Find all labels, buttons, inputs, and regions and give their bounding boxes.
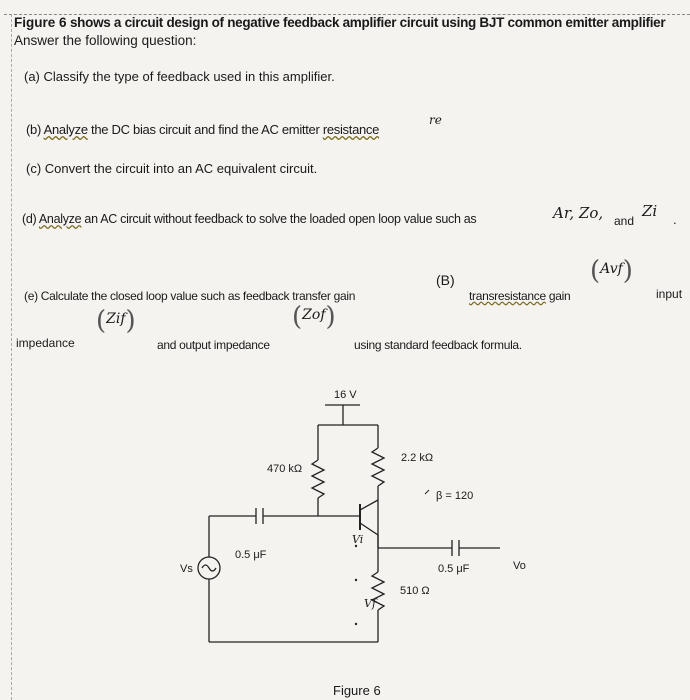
c-out-label: 0.5 μF [438,563,470,575]
rb-label: 470 kΩ [267,463,303,475]
question-e-input: input [656,287,683,301]
vf-label: Vf [364,597,377,610]
question-b-analyze: Analyze [43,122,88,137]
symbol-beta-b: (B) [436,272,455,288]
symbol-zof-text: Zof [302,307,326,323]
question-e-impedance: impedance [16,336,75,350]
beta-label: β = 120 [436,490,474,502]
symbol-zof: ($^{Zof}$) [292,302,336,332]
question-b-label: (b) [26,122,44,137]
symbol-zif: ($^{Zif}$) [96,306,136,336]
question-d-label: (d) [22,212,39,226]
vo-label: Vo [513,560,526,572]
transresistance-gain: gain [545,289,571,303]
vi-label: Vi [352,533,364,546]
vcc-label: 16 V [334,389,357,401]
beta-pointer [425,490,429,494]
question-e-output: and output impedance [157,338,270,352]
symbols-ar-zo: Ar, Zo, [553,204,604,222]
question-c: (c) Convert the circuit into an AC equivalent circuit. [26,161,318,176]
bjt-collector [360,500,378,510]
re-label: 510 Ω [400,585,430,597]
figure-caption: Figure 6 [333,683,381,698]
vs-label: Vs [180,563,193,575]
transresistance-word: transresistance [469,289,546,303]
question-b-resistance: resistance [322,122,380,137]
question-d-text: an AC circuit without feedback to solve the loaded open loop value such as [81,212,477,226]
heading-text: shows a circuit design of negative feedback amplifier circuit using BJT common emitter amplifier [66,15,666,30]
symbol-zi: Zi [642,202,658,220]
question-e-line1: (e) Calculate the closed loop value such as feedback transfer gain [24,289,356,303]
question-d-and: and [614,214,635,228]
rb-resistor [312,460,324,498]
vf-minus-dot [355,623,357,625]
question-a: (a) Classify the type of feedback used in this amplifier. [24,69,335,84]
question-d-end: . [673,212,677,227]
rc-resistor [372,448,384,486]
symbol-zif-text: Zif [106,311,126,327]
heading-line-2: Answer the following question: [14,33,197,48]
question-b-text: the DC bias circuit and find the AC emitter [87,122,323,137]
vf-plus-dot [355,579,357,581]
sine-icon [202,565,216,571]
question-e-formula: using standard feedback formula. [354,338,522,352]
symbol-avf-text: Avf [600,261,623,277]
question-d-analyze: Analyze [38,212,82,226]
symbol-avf: ($^{Avf}$) [590,256,633,286]
rc-label: 2.2 kΩ [401,452,434,464]
figure-ref: Figure 6 [14,15,67,30]
symbol-re: re [429,113,442,127]
c-in-label: 0.5 μF [235,549,267,561]
